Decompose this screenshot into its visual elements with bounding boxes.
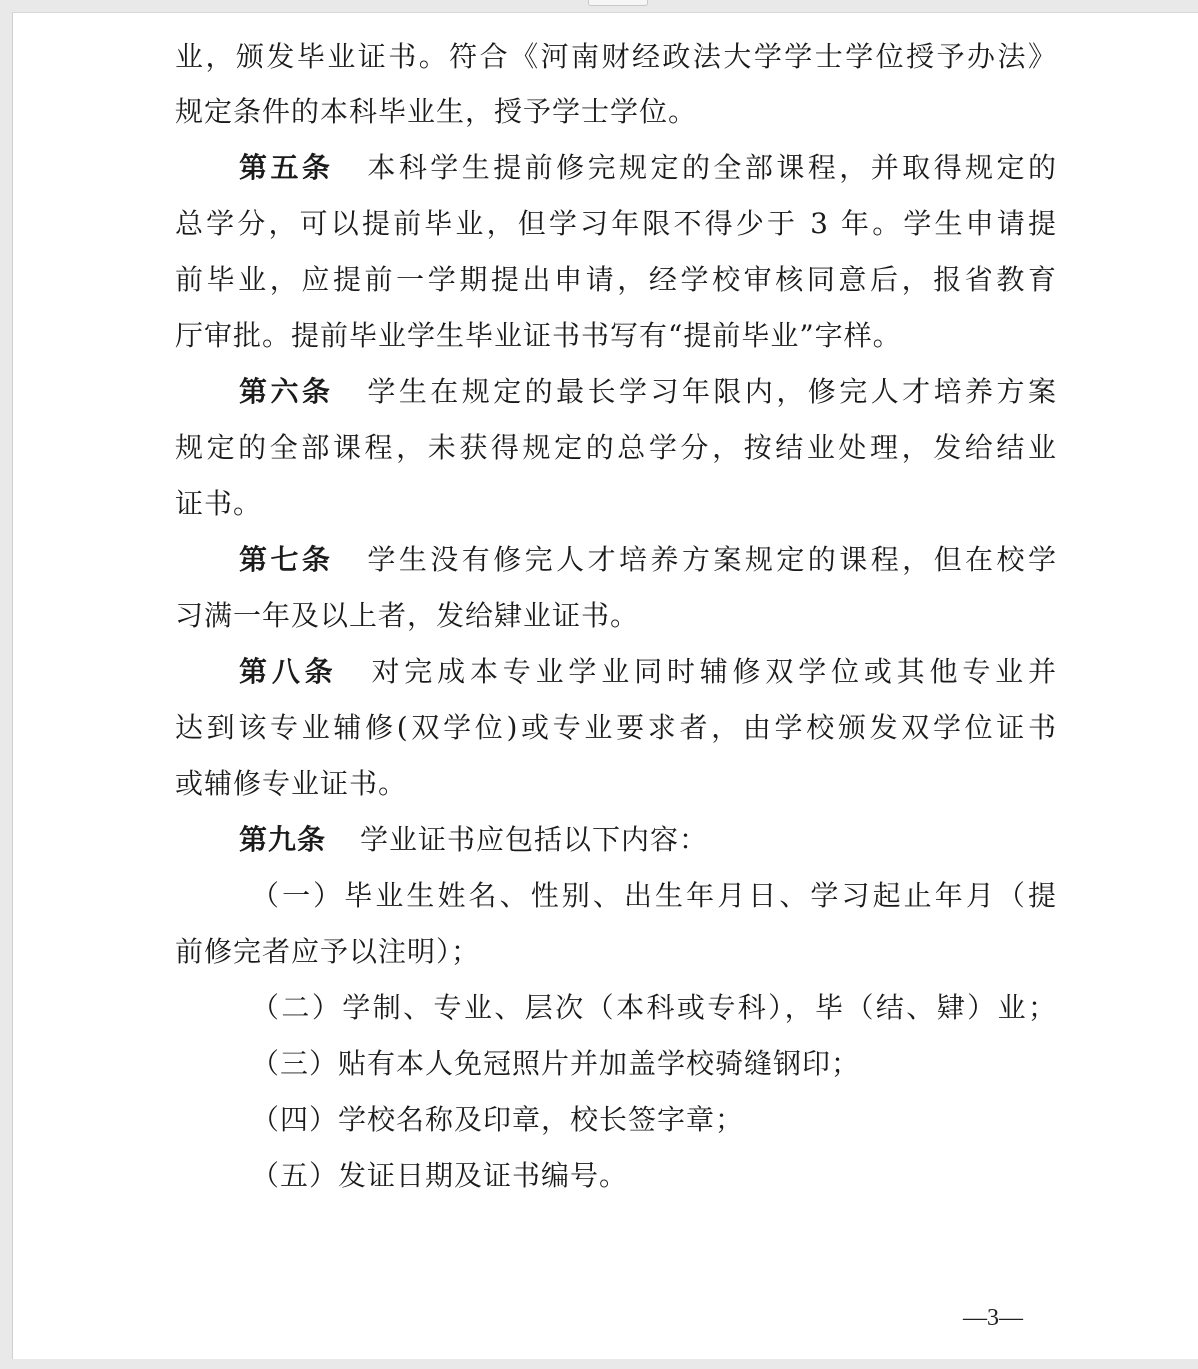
text-line: 业，颁发毕业证书。符合《河南财经政法大学学士学位授予办法》 <box>175 40 1057 73</box>
viewer-bottom-strip <box>0 1359 1198 1369</box>
list-item-1: （一）毕业生姓名、性别、出生年月日、学习起止年月（提 <box>251 879 1057 912</box>
article-9-line: 第九条 学业证书应包括以下内容： <box>239 823 709 856</box>
text-line: 证书。 <box>175 487 263 520</box>
article-heading: 第九条 <box>239 823 327 856</box>
text-line: 厅审批。提前毕业学生毕业证书书写有“提前毕业”字样。 <box>175 319 902 352</box>
viewer-top-strip <box>0 0 1198 12</box>
text-line: 前修完者应予以注明）； <box>175 935 481 968</box>
article-8-line: 第八条 对完成本专业学业同时辅修双学位或其他专业并 <box>239 655 1057 688</box>
document-page <box>12 12 1198 1360</box>
article-heading: 第六条 <box>239 375 334 408</box>
list-item-4: （四）学校名称及印章，校长签字章； <box>251 1103 745 1136</box>
article-heading: 第五条 <box>239 151 334 184</box>
text-line: 习满一年及以上者，发给肄业证书。 <box>175 599 640 632</box>
article-6-line: 第六条 学生在规定的最长学习年限内，修完人才培养方案 <box>239 375 1057 408</box>
text-line: 总学分，可以提前毕业，但学习年限不得少于 3 年。学生申请提 <box>175 207 1057 240</box>
article-heading: 第七条 <box>239 543 334 576</box>
list-item-5: （五）发证日期及证书编号。 <box>251 1159 629 1192</box>
text-line: 达到该专业辅修(双学位)或专业要求者，由学校颁发双学位证书 <box>175 711 1057 744</box>
article-5-line: 第五条 本科学生提前修完规定的全部课程，并取得规定的 <box>239 151 1057 184</box>
page-number: —3— <box>963 1305 1023 1331</box>
text-line: 规定的全部课程，未获得规定的总学分，按结业处理，发给结业 <box>175 431 1057 464</box>
text-line: 或辅修专业证书。 <box>175 767 408 800</box>
article-7-line: 第七条 学生没有修完人才培养方案规定的课程，但在校学 <box>239 543 1057 576</box>
article-heading: 第八条 <box>239 655 338 688</box>
page-scroll-tab[interactable] <box>588 0 648 6</box>
text-line: 前毕业，应提前一学期提出申请，经学校审核同意后，报省教育 <box>175 263 1057 296</box>
list-item-3: （三）贴有本人免冠照片并加盖学校骑缝钢印； <box>251 1047 861 1080</box>
list-item-2: （二）学制、专业、层次（本科或专科），毕（结、肄）业； <box>251 991 1057 1024</box>
text-line: 规定条件的本科毕业生，授予学士学位。 <box>175 95 698 128</box>
